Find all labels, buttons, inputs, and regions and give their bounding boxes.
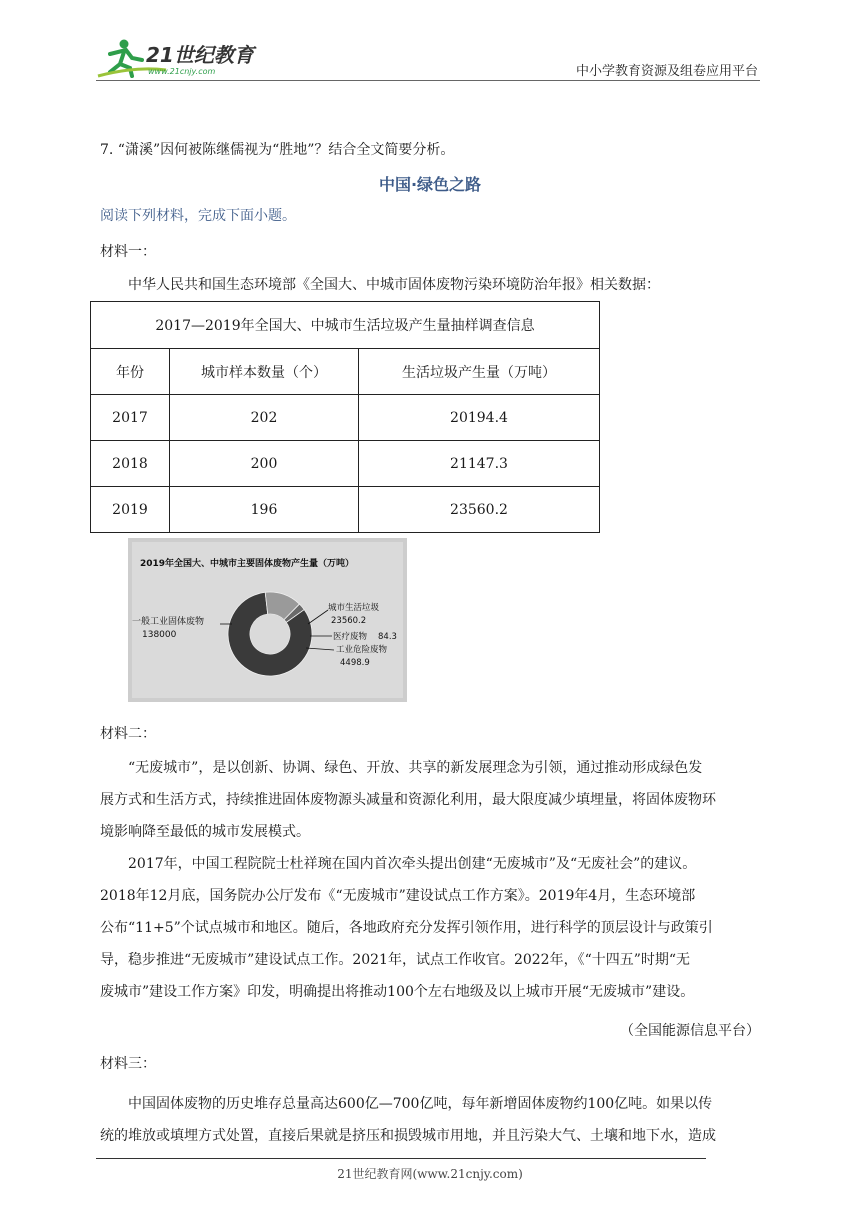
question-7: 7. “潇溪”因何被陈继儒视为“胜地”？结合全文简要分析。	[100, 142, 455, 158]
table-row	[91, 487, 600, 533]
table-row	[91, 395, 600, 441]
table-cell: 200	[170, 441, 359, 487]
label-hazard: 工业危险废物	[336, 645, 388, 655]
chart-title: 2019年全国大、中城市主要固体废物产生量（万吨）	[140, 559, 355, 569]
text-line: 公布“11+5”个试点城市和地区。随后，各地政府充分发挥引领作用，进行科学的顶层设计与政策引	[100, 920, 713, 936]
table-cell: 20194.4	[359, 395, 600, 441]
label-hazard-value: 4498.9	[340, 658, 370, 668]
label-urban-value: 23560.2	[331, 616, 367, 626]
table-cell: 202	[170, 395, 359, 441]
text-line: 统的堆放或填埋方式处置，直接后果就是挤压和损毁城市用地，并且污染大气、土壤和地下水，造成	[100, 1128, 716, 1144]
donut-hole	[250, 614, 290, 654]
footer-text: 21世纪教育网(www.21cnjy.com)	[337, 1167, 523, 1181]
label-medical: 医疗废物	[333, 632, 368, 642]
label-medical-value: 84.3	[378, 632, 397, 642]
table-header: 生活垃圾产生量（万吨）	[359, 349, 600, 395]
text-line: 2018年12月底，国务院办公厅发布《“无废城市”建设试点工作方案》。2019年4月，生态环境部	[100, 888, 696, 904]
garbage-survey-table	[90, 301, 600, 533]
material-1-intro: 中华人民共和国生态环境部《全国大、中城市固体废物污染环境防治年报》相关数据：	[128, 277, 660, 293]
site-logo	[96, 36, 266, 80]
source-citation: （全国能源信息平台）	[620, 1023, 760, 1039]
table-caption: 2017—2019年全国大、中城市生活垃圾产生量抽样调查信息	[91, 302, 600, 349]
material-3-label: 材料三：	[100, 1056, 156, 1072]
logo-url: www.21cnjy.com	[148, 67, 216, 76]
text-line: 废城市”建设工作方案》印发，明确提出将推动100个左右地级及以上城市开展“无废城市”建设。	[100, 984, 695, 1000]
label-general-value: 138000	[142, 630, 177, 640]
table-cell: 23560.2	[359, 487, 600, 533]
text-line: 导，稳步推进“无废城市”建设试点工作。2021年，试点工作收官。2022年，《“十四五”时期“无	[100, 952, 691, 968]
material-3-paragraph-1	[100, 1088, 764, 1152]
header-divider	[96, 80, 760, 81]
material-2-label: 材料二：	[100, 726, 156, 742]
table-cell: 196	[170, 487, 359, 533]
label-general: 一般工业固体废物	[132, 617, 205, 627]
table-cell: 2019	[91, 487, 170, 533]
section-title: 中国·绿色之路	[378, 175, 482, 194]
material-1-label: 材料一：	[100, 244, 156, 260]
table-cell: 21147.3	[359, 441, 600, 487]
header-platform-name: 中小学教育资源及组卷应用平台	[575, 64, 758, 79]
table-row	[91, 441, 600, 487]
footer-divider	[96, 1158, 706, 1159]
text-line: 境影响降至最低的城市发展模式。	[100, 824, 310, 840]
table-header: 年份	[91, 349, 170, 395]
reading-instruction: 阅读下列材料，完成下面小题。	[100, 208, 296, 224]
text-line: 中国固体废物的历史堆存总量高达600亿—700亿吨，每年新增固体废物约100亿吨。如果以传	[128, 1096, 713, 1112]
label-urban: 城市生活垃圾	[328, 603, 380, 613]
table-cell: 2017	[91, 395, 170, 441]
material-2-paragraph-1	[100, 752, 764, 848]
table-header: 城市样本数量（个）	[170, 349, 359, 395]
solid-waste-donut-chart	[128, 538, 407, 702]
text-line: 2017年，中国工程院院士杜祥琬在国内首次牵头提出创建“无废城市”及“无废社会”的建议。	[128, 856, 697, 872]
logo-text: 21世纪教育	[146, 43, 254, 67]
text-line: 展方式和生活方式，持续推进固体废物源头减量和资源化利用，最大限度减少填埋量，将固体废物环	[100, 792, 716, 808]
material-2-paragraph-2	[100, 848, 764, 1008]
table-cell: 2018	[91, 441, 170, 487]
text-line: “无废城市”，是以创新、协调、绿色、开放、共享的新发展理念为引领，通过推动形成绿色发	[128, 760, 703, 776]
